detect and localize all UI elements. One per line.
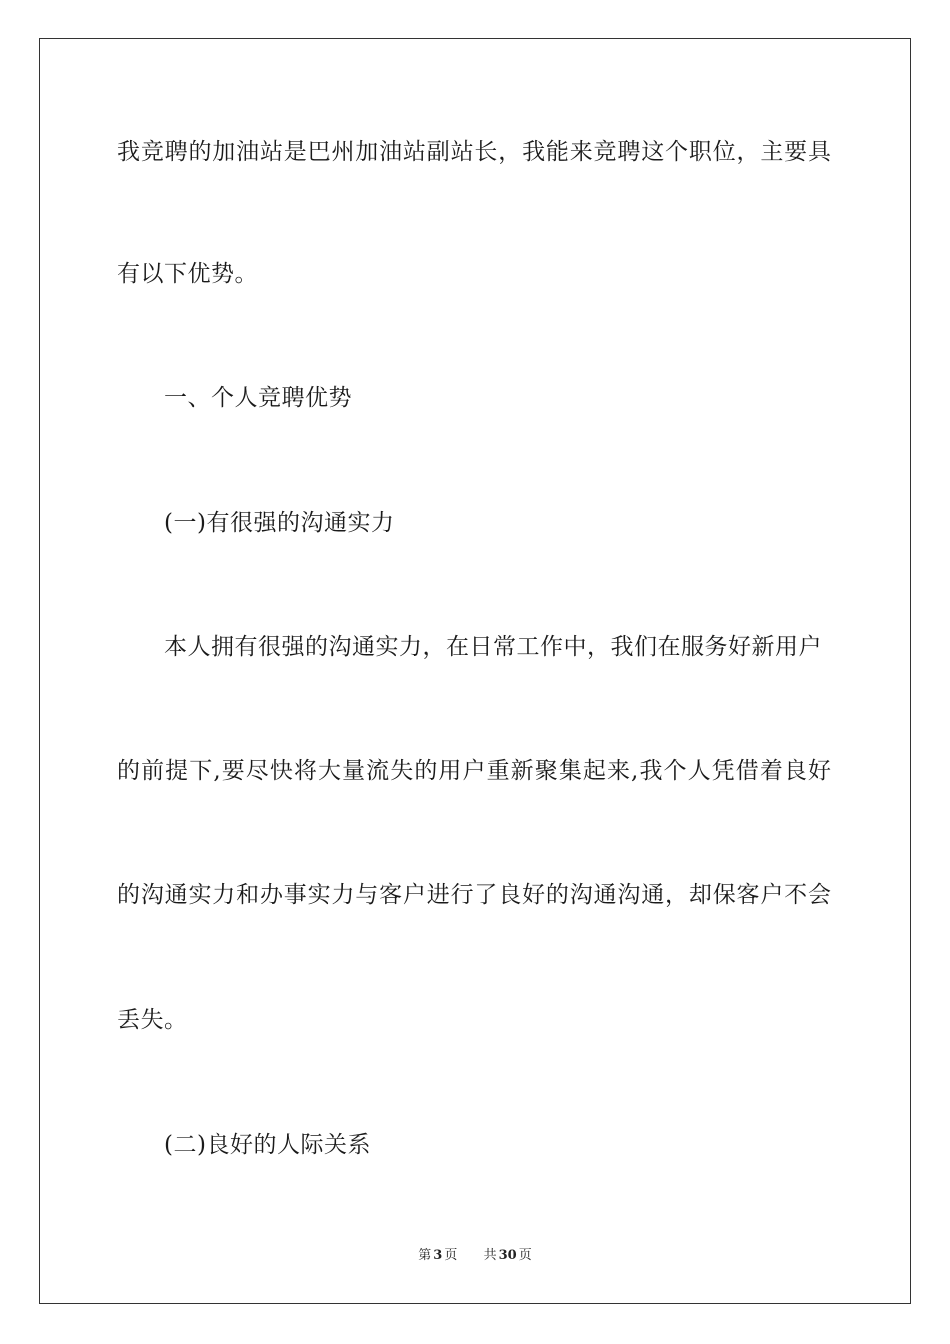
subsection-heading: (二)良好的人际关系 <box>164 1132 371 1158</box>
paragraph-line: 有以下优势。 <box>117 261 258 287</box>
page-total: 30 <box>498 1248 517 1263</box>
page-prefix: 第 <box>418 1248 432 1263</box>
total-prefix: 共 <box>483 1248 497 1263</box>
paragraph-line: 的沟通实力和办事实力与客户进行了良好的沟通沟通，却保客户不会 <box>117 882 831 908</box>
paragraph-line: 本人拥有很强的沟通实力，在日常工作中，我们在服务好新用户 <box>164 634 822 660</box>
page-current: 3 <box>433 1248 443 1263</box>
subsection-heading: (一)有很强的沟通实力 <box>164 510 395 536</box>
page-footer <box>0 1247 950 1265</box>
paragraph-line: 丢失。 <box>117 1007 188 1033</box>
page-border <box>39 38 911 1304</box>
total-suffix: 页 <box>518 1248 532 1263</box>
section-heading: 一、个人竞聘优势 <box>164 385 352 411</box>
paragraph-line: 我竞聘的加油站是巴州加油站副站长，我能来竞聘这个职位，主要具 <box>117 139 831 165</box>
paragraph-line: 的前提下,要尽快将大量流失的用户重新聚集起来,我个人凭借着良好 <box>117 758 831 784</box>
page-suffix: 页 <box>444 1248 458 1263</box>
